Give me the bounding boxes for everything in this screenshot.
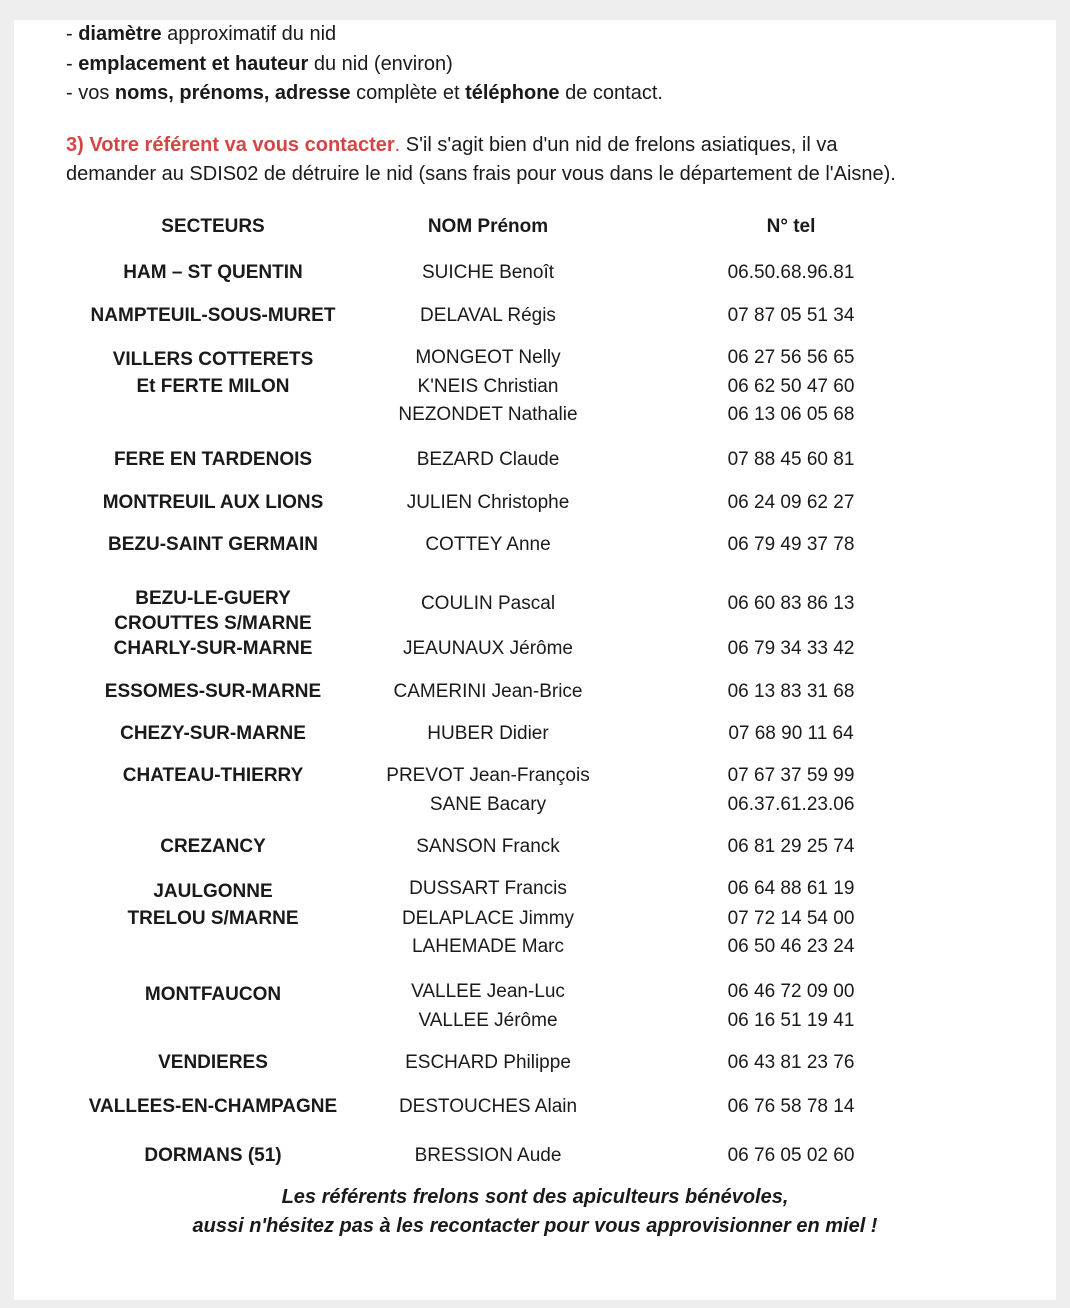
contact-name: CAMERINI Jean-Brice xyxy=(393,681,583,702)
contact-phone: 06 50 46 23 24 xyxy=(727,936,855,957)
sector-name: CREZANCY xyxy=(160,836,266,857)
header-secteurs: SECTEURS xyxy=(161,216,265,237)
contact-phone: 06 16 51 19 41 xyxy=(727,1010,855,1031)
document-page xyxy=(14,20,1056,1300)
contact-phone: 06.37.61.23.06 xyxy=(727,794,855,815)
contact-name: PREVOT Jean-François xyxy=(386,765,590,786)
contact-name: DELAVAL Régis xyxy=(420,305,556,326)
contact-phone: 06 81 29 25 74 xyxy=(727,836,855,857)
contact-name: COTTEY Anne xyxy=(425,534,551,555)
contact-phone: 06 24 09 62 27 xyxy=(727,492,855,513)
contact-name: ESCHARD Philippe xyxy=(405,1052,571,1073)
sector-name: CHARLY-SUR-MARNE xyxy=(113,638,313,659)
contact-phone: 07 67 37 59 99 xyxy=(727,765,855,786)
contact-name: COULIN Pascal xyxy=(420,593,556,614)
contact-name: NEZONDET Nathalie xyxy=(398,404,578,425)
sector-name: BEZU-LE-GUERY xyxy=(135,588,291,609)
sector-name: VALLEES-EN-CHAMPAGNE xyxy=(88,1096,338,1117)
bullet-item: - emplacement et hauteur du nid (environ) xyxy=(66,52,453,75)
contact-phone: 06 76 05 02 60 xyxy=(727,1145,855,1166)
contact-phone: 06.50.68.96.81 xyxy=(727,262,855,283)
contact-phone: 07 87 05 51 34 xyxy=(727,305,855,326)
contact-phone: 07 72 14 54 00 xyxy=(727,908,855,929)
contact-phone: 06 60 83 86 13 xyxy=(727,593,855,614)
contact-name: SUICHE Benoît xyxy=(422,262,554,283)
contact-name: BRESSION Aude xyxy=(414,1145,562,1166)
contact-phone: 06 13 83 31 68 xyxy=(727,681,855,702)
contact-name: DESTOUCHES Alain xyxy=(398,1096,578,1117)
contact-phone: 06 13 06 05 68 xyxy=(727,404,855,425)
contact-heading: 3) Votre référent va vous contacter xyxy=(66,134,395,156)
contact-phone: 06 76 58 78 14 xyxy=(727,1096,855,1117)
sector-name: HAM – ST QUENTIN xyxy=(123,262,303,283)
contact-name: JULIEN Christophe xyxy=(406,492,570,513)
bullet-item: - diamètre approximatif du nid xyxy=(66,23,337,45)
contact-phone: 06 43 81 23 76 xyxy=(727,1052,855,1073)
sector-name: DORMANS (51) xyxy=(144,1145,282,1166)
sector-name: FERE EN TARDENOIS xyxy=(113,449,313,470)
contact-name: HUBER Didier xyxy=(427,723,549,744)
contact-phone: 06 27 56 56 65 xyxy=(727,347,855,368)
contact-phone: 06 79 34 33 42 xyxy=(727,638,855,659)
sector-name: JAULGONNE xyxy=(153,881,273,902)
contact-paragraph: 3) Votre référent va vous contacter. S'il s'agit bien d'un nid de frelons asiatiques, il va demander au SDIS02 de détruire le nid (sans frais pour vous dans le département de l'Aisne). xyxy=(66,134,896,185)
sector-name: TRELOU S/MARNE xyxy=(127,908,299,929)
contact-name: VALLEE Jérôme xyxy=(418,1010,558,1031)
contact-phone: 06 79 49 37 78 xyxy=(727,534,855,555)
sector-name: Et FERTE MILON xyxy=(136,376,290,397)
contact-name: DELAPLACE Jimmy xyxy=(401,908,575,929)
sector-name: NAMPTEUIL-SOUS-MURET xyxy=(90,305,336,326)
sector-name: CHATEAU-THIERRY xyxy=(122,765,304,786)
footer-note-line2: aussi n'hésitez pas à les recontacter pour vous approvisionner en miel ! xyxy=(192,1215,878,1237)
sector-name: CHEZY-SUR-MARNE xyxy=(120,723,306,744)
contact-phone: 06 46 72 09 00 xyxy=(727,981,855,1002)
sector-name: BEZU-SAINT GERMAIN xyxy=(107,534,319,555)
contact-name: LAHEMADE Marc xyxy=(411,936,565,957)
contact-name: JEAUNAUX Jérôme xyxy=(403,638,573,659)
contact-name: BEZARD Claude xyxy=(416,449,560,470)
sector-name: VILLERS COTTERETS xyxy=(112,349,314,370)
contact-phone: 07 68 90 11 64 xyxy=(728,723,854,744)
contact-name: DUSSART Francis xyxy=(409,878,567,899)
contact-phone: 06 64 88 61 19 xyxy=(727,878,855,899)
contact-name: MONGEOT Nelly xyxy=(415,347,561,368)
sector-name: CROUTTES S/MARNE xyxy=(114,613,312,634)
sector-name: MONTFAUCON xyxy=(144,984,282,1005)
contact-name: VALLEE Jean-Luc xyxy=(411,981,565,1002)
header-nom: NOM Prénom xyxy=(427,216,549,237)
contact-phone: 06 62 50 47 60 xyxy=(727,376,855,397)
contact-phone: 07 88 45 60 81 xyxy=(727,449,855,470)
footer-note-line1: Les référents frelons sont des apiculteurs bénévoles, xyxy=(281,1186,789,1208)
bullet-item: - vos noms, prénoms, adresse complète et téléphone de contact. xyxy=(66,82,663,104)
sector-name: VENDIERES xyxy=(158,1052,268,1073)
contact-name: SANE Bacary xyxy=(429,794,547,815)
contact-name: K'NEIS Christian xyxy=(417,376,559,397)
sector-name: ESSOMES-SUR-MARNE xyxy=(104,681,322,702)
sector-name: MONTREUIL AUX LIONS xyxy=(102,492,324,513)
info-bullet-list xyxy=(66,20,663,109)
header-tel: N° tel xyxy=(766,216,816,237)
contact-name: SANSON Franck xyxy=(416,836,560,857)
